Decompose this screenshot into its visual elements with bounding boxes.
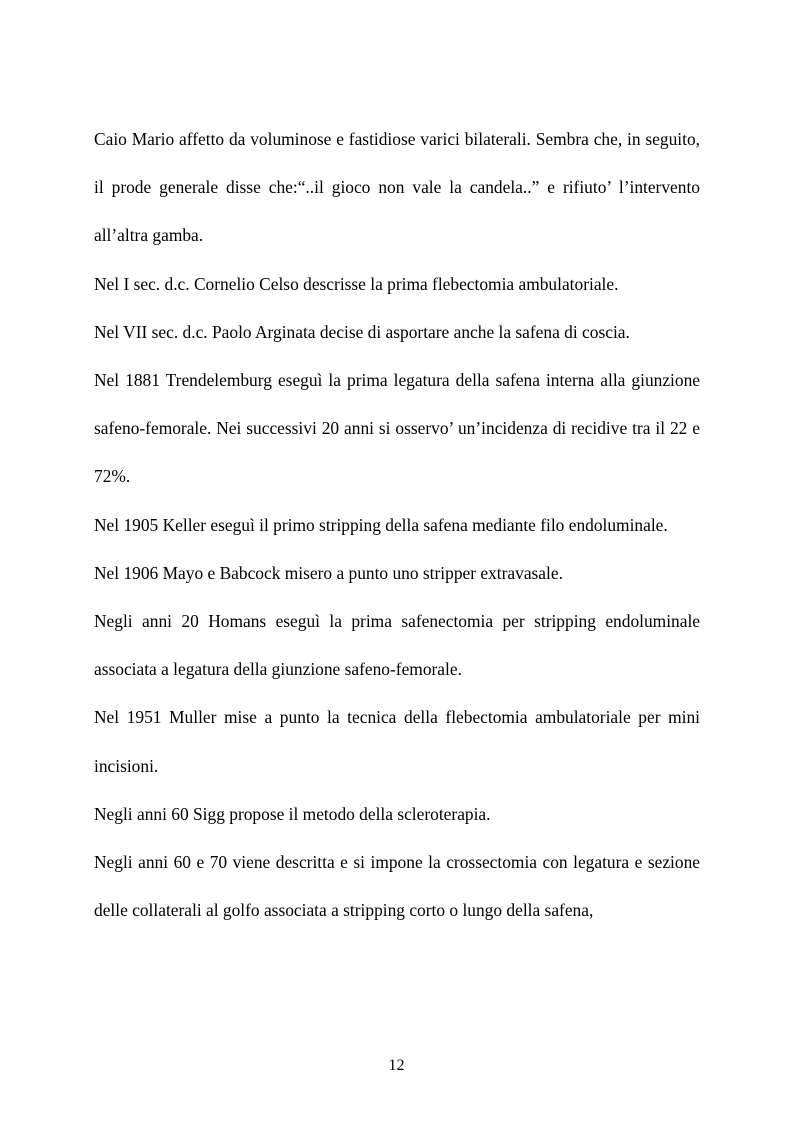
paragraph-sigg: Negli anni 60 Sigg propose il metodo della scleroterapia. [94, 803, 491, 824]
paragraph-trendelemburg: Nel 1881 Trendelemburg eseguì la prima legatura della safena interna alla giunzione safeno-femorale. Nei successivi 20 anni si osservo’ un’incidenza di recidive tra il 22 e 72%. [94, 370, 700, 487]
paragraph-homans: Negli anni 20 Homans eseguì la prima safenectomia per stripping endoluminale associata a legatura della giunzione safeno-femorale. [94, 611, 700, 680]
paragraph-crossectomia: Negli anni 60 e 70 viene descritta e si impone la crossectomia con legatura e sezione delle collaterali al golfo associata a stripping corto o lungo della safena, [94, 852, 700, 921]
paragraph-mayo-babcock: Nel 1906 Mayo e Babcock misero a punto uno stripper extravasale. [94, 562, 563, 583]
paragraph-keller: Nel 1905 Keller eseguì il primo stripping della safena mediante filo endoluminale. [94, 514, 668, 535]
paragraph-celso: Nel I sec. d.c. Cornelio Celso descrisse la prima flebectomia ambulatoriale. [94, 273, 619, 294]
paragraph-caio-mario: Caio Mario affetto da voluminose e fastidiose varici bilaterali. Sembra che, in seguito, il prode generale disse che:“..il gioco non vale la candela..” e rifiuto’ l’intervento all’altra gamba. [94, 129, 700, 246]
paragraph-muller: Nel 1951 Muller mise a punto la tecnica della flebectomia ambulatoriale per mini incisioni. [94, 707, 700, 776]
body-text [94, 115, 700, 934]
page-number: 12 [388, 1057, 405, 1074]
paragraph-arginata: Nel VII sec. d.c. Paolo Arginata decise di asportare anche la safena di coscia. [94, 321, 630, 342]
